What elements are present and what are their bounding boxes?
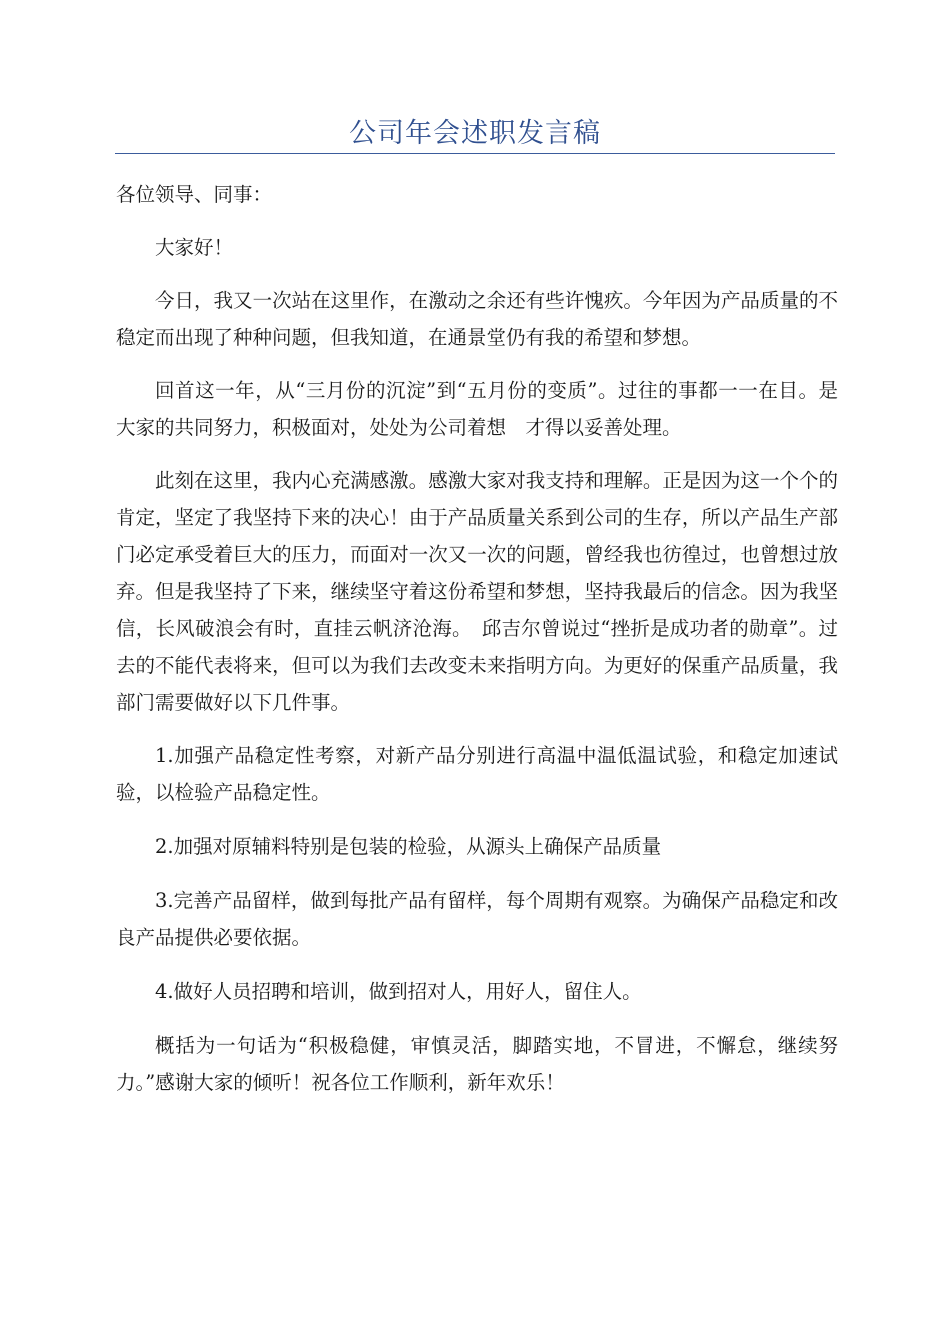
salutation: 各位领导、同事： — [116, 183, 273, 206]
paragraph-2: 回首这一年，从“三月份的沉淀”到“五月份的变质”。过往的事都一一在目。是大家的共同努力，积极面对，处处为公司着想 才得以妥善处理。 — [116, 379, 838, 439]
title-underline — [115, 153, 835, 154]
greeting: 大家好！ — [155, 236, 234, 259]
closing-paragraph: 概括为一句话为“积极稳健，审慎灵活，脚踏实地，不冒进，不懈怠，继续努力。”感谢大家的倾听！祝各位工作顺利，新年欢乐！ — [116, 1034, 838, 1094]
list-item-3: 3.完善产品留样，做到每批产品有留样，每个周期有观察。为确保产品稳定和改良产品提供必要依据。 — [116, 889, 838, 949]
list-item-1: 1.加强产品稳定性考察，对新产品分别进行高温中温低温试验，和稳定加速试验，以检验产品稳定性。 — [116, 744, 838, 804]
document-title: 公司年会述职发言稿 — [349, 118, 601, 149]
paragraph-3: 此刻在这里，我内心充满感激。感激大家对我支持和理解。正是因为这一个个的肯定，坚定了我坚持下来的决心！由于产品质量关系到公司的生存，所以产品生产部门必定承受着巨大的压力，而面对一次又一次的问题，曾经我也彷徨过，也曾想过放弃。但是我坚持了下来，继续坚守着这份希望和梦想，坚持我最后的信念。因为我坚信，长风破浪会有时，直挂云帆济沧海。 邱吉尔曾说过“挫折是成功者的勋章”。过去的不能代表将来，但可以为我们去改变未来指明方向。为更好的保重产品质量，我部门需要做好以下几件事。 — [116, 469, 838, 714]
list-item-2: 2.加强对原辅料特别是包装的检验，从源头上确保产品质量 — [155, 835, 662, 858]
paragraph-1: 今日，我又一次站在这里作，在激动之余还有些许愧疚。今年因为产品质量的不稳定而出现了种种问题，但我知道，在通景堂仍有我的希望和梦想。 — [116, 289, 838, 349]
title-container — [115, 112, 835, 156]
document-body — [116, 176, 838, 1117]
list-item-4: 4.做好人员招聘和培训，做到招对人，用好人，留住人。 — [155, 980, 642, 1003]
